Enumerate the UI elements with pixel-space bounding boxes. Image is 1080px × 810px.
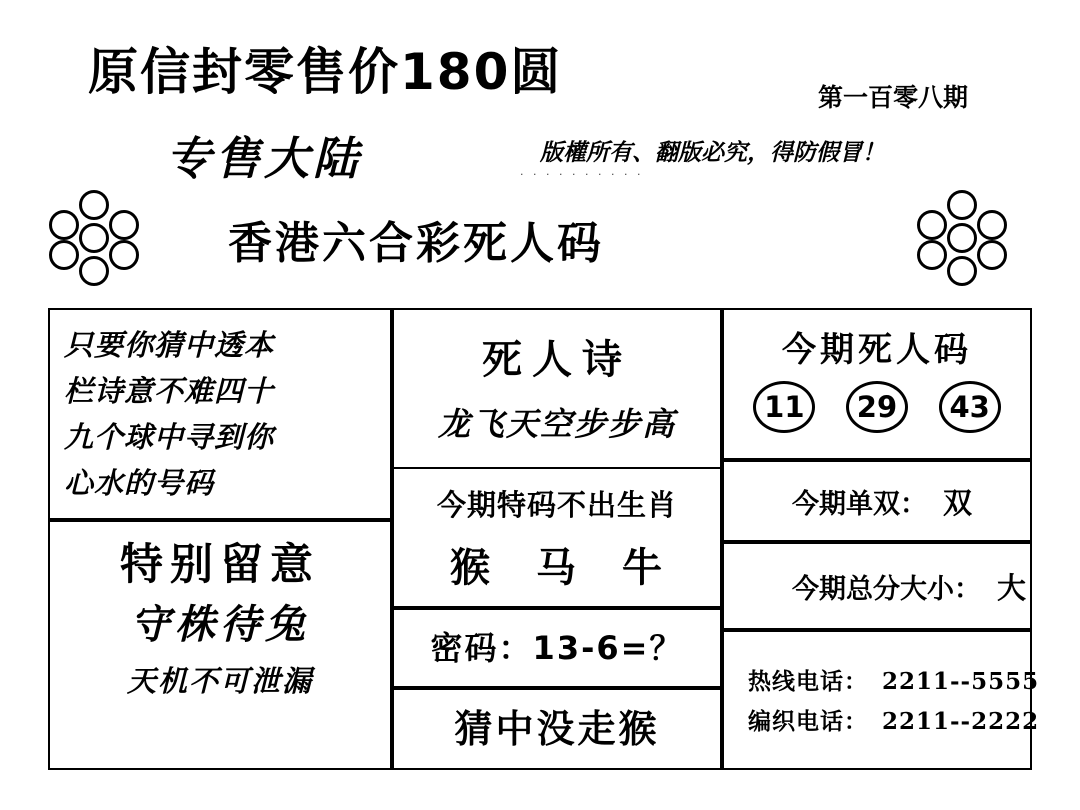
weave-label: 编织电话：	[748, 709, 868, 735]
odd-even-panel	[722, 460, 1032, 542]
excluded-zodiacs	[394, 536, 720, 593]
odd-even-label: 今期单双：	[792, 488, 927, 520]
contact-panel	[722, 630, 1040, 770]
zodiac-2: 马	[536, 545, 578, 591]
code-ball-3: 43	[939, 381, 1001, 433]
intro-panel	[48, 308, 392, 520]
intro-line-3: 九个球中寻到你	[64, 420, 275, 454]
weave-row	[748, 702, 1040, 742]
tagline-text: 猜中没走猴	[454, 707, 660, 751]
mainland-heading: 专售大陆	[166, 132, 363, 185]
notice-idiom: 守株待兔	[130, 602, 310, 648]
notice-subtext: 天机不可泄漏	[126, 664, 313, 698]
codes-title: 今期死人码	[782, 330, 972, 370]
zodiac-3: 牛	[622, 545, 664, 591]
issue-number: 第一百零八期	[818, 83, 969, 112]
poem-title: 死人诗	[482, 337, 632, 383]
hotline-row	[748, 662, 1040, 702]
size-panel	[722, 542, 1032, 630]
poem-panel	[392, 308, 722, 608]
tagline-panel	[392, 688, 722, 770]
page-title: 香港六合彩死人码	[228, 218, 604, 269]
password-panel	[392, 608, 722, 688]
content-grid	[48, 308, 1040, 770]
ball-cluster-right-icon	[914, 190, 1010, 286]
code-ball-2: 29	[846, 381, 908, 433]
password-label: 密码：	[430, 629, 533, 667]
intro-line-1: 只要你猜中透本	[64, 328, 275, 362]
notice-heading: 特别留意	[120, 540, 320, 590]
password-value: 13-6=？	[532, 629, 684, 667]
codes-panel	[722, 308, 1032, 460]
codes-ball-row	[724, 381, 1030, 433]
copyright-notice: 版權所有、翻版必究，得防假冒！	[540, 140, 885, 166]
price-heading: 原信封零售价180圆	[88, 43, 563, 101]
notice-panel	[48, 520, 392, 770]
odd-even-value: 双	[943, 485, 973, 520]
intro-line-2: 栏诗意不难四十	[64, 374, 275, 408]
weave-value: 2211--2222	[882, 708, 1040, 735]
ball-cluster-left-icon	[46, 190, 142, 286]
exclude-note: 今期特码不出生肖	[436, 488, 677, 522]
hotline-value: 2211--5555	[882, 668, 1040, 695]
poem-divider	[394, 467, 720, 469]
dotted-divider: · · · · · · · · · ·	[520, 168, 644, 181]
zodiac-1: 猴	[450, 545, 492, 591]
poem-line: 龙飞天空步步高	[437, 405, 676, 443]
intro-line-4: 心水的号码	[64, 466, 215, 500]
size-value: 大	[997, 570, 1027, 605]
hotline-label: 热线电话：	[748, 669, 868, 695]
size-label: 今期总分大小：	[792, 573, 981, 605]
code-ball-1: 11	[753, 381, 815, 433]
